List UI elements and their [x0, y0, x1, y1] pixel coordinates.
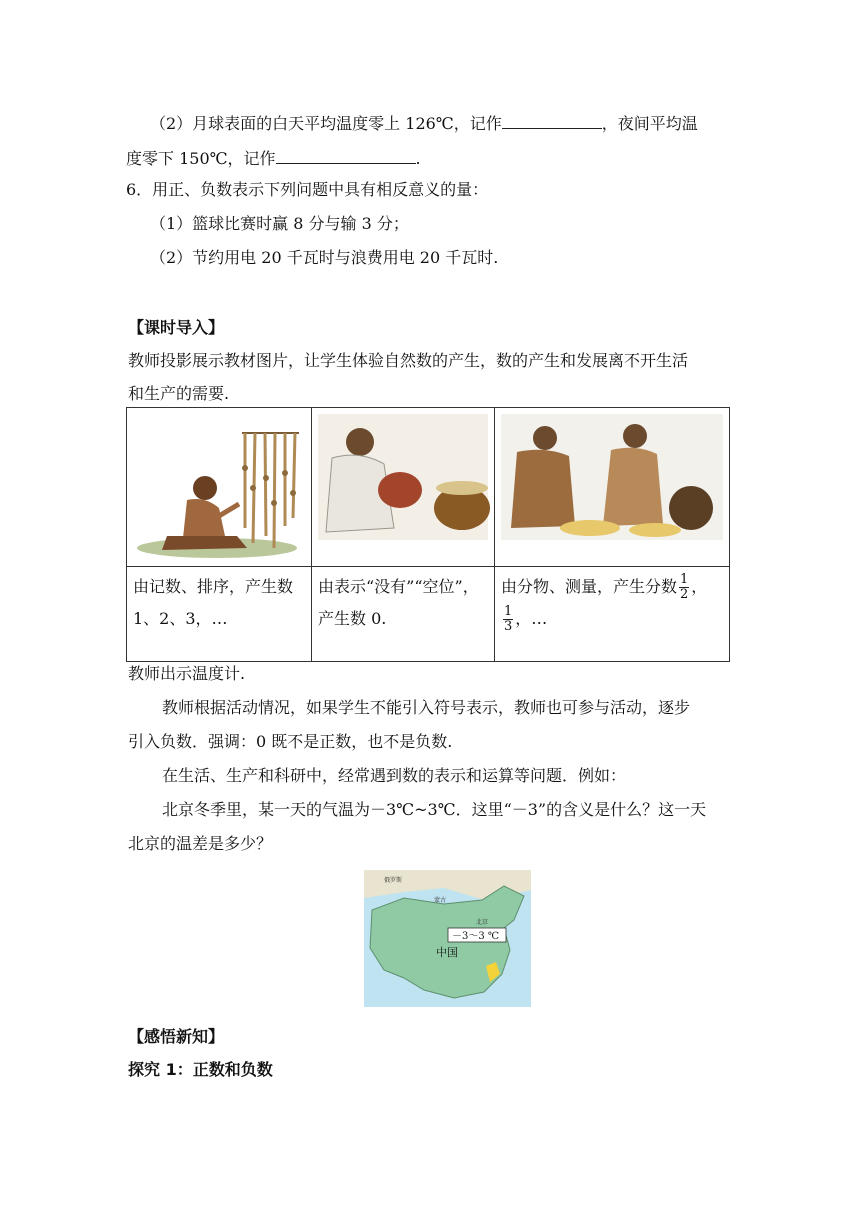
answer-blank-day — [502, 110, 602, 129]
exercise-text: 度零下 150℃，记作 — [126, 149, 276, 168]
fraction-one-half — [679, 573, 689, 602]
paragraph-2-line2: 引入负数．强调：0 既不是正数，也不是负数. — [128, 732, 453, 751]
explore-1-heading: 探究 1：正数和负数 — [128, 1060, 273, 1079]
paragraph-3: 在生活、生产和科研中，经常遇到数的表示和运算等问题．例如： — [162, 766, 627, 785]
thermometer-line: 教师出示温度计. — [128, 664, 246, 683]
image-row — [127, 408, 730, 567]
caption-cell-2 — [312, 567, 495, 662]
image-cell-2 — [312, 408, 495, 567]
intro-paragraph-line2: 和生产的需要. — [128, 384, 230, 403]
map-label-russia: 俄罗斯 — [384, 877, 403, 884]
image-cell-3 — [495, 408, 730, 567]
fraction-numerator: 1 — [504, 604, 513, 619]
map-label-mongolia: 蒙古 — [434, 897, 447, 904]
china-map-icon — [364, 870, 531, 1007]
exercise-5-2-line2 — [126, 145, 421, 171]
tally-rope-man-icon — [127, 408, 311, 566]
new-knowledge-heading: 【感悟新知】 — [128, 1027, 225, 1046]
answer-blank-night — [276, 145, 416, 164]
fraction-one-third — [503, 605, 513, 634]
empty-jar-man-icon — [312, 408, 494, 566]
caption-cell-3 — [495, 567, 730, 662]
caption-ellipsis: ，… — [515, 609, 548, 628]
exercise-text: ，夜间平均温 — [601, 114, 698, 133]
paragraph-4-line1: 北京冬季里，某一天的气温为－3℃~3℃．这里“－3”的含义是什么？这一天 — [162, 800, 707, 819]
number-origin-table — [126, 407, 730, 662]
fraction-denominator: 3 — [504, 619, 513, 634]
caption-cell-1 — [127, 567, 312, 662]
paragraph-4-line2: 北京的温差是多少？ — [128, 834, 273, 853]
caption-zero — [312, 567, 494, 661]
exercise-text: （2）月球表面的白天平均温度零上 126℃，记作 — [150, 114, 502, 133]
caption-comma: ， — [691, 577, 708, 596]
exercise-text: . — [415, 149, 421, 168]
fraction-denominator: 2 — [680, 587, 689, 602]
caption-counting: 由记数、排序，产生数 1、2、3，… — [133, 577, 294, 628]
map-temperature-label: －3～3 ℃ — [452, 931, 500, 942]
caption-zero-a: 由表示“没有”“空位”， — [318, 577, 479, 596]
dividing-grain-men-icon — [495, 408, 729, 566]
lesson-intro-heading: 【课时导入】 — [128, 318, 225, 337]
caption-fractions — [495, 567, 729, 661]
caption-fractions-a: 由分物、测量，产生分数 — [501, 577, 678, 596]
exercise-6-title: 6．用正、负数表示下列问题中具有相反意义的量： — [126, 180, 489, 199]
map-label-china: 中国 — [436, 946, 458, 959]
intro-paragraph-line1: 教师投影展示教材图片，让学生体验自然数的产生，数的产生和发展离不开生活 — [128, 351, 689, 370]
image-cell-1 — [127, 408, 312, 567]
paragraph-2-line1: 教师根据活动情况，如果学生不能引入符号表示，教师也可参与活动，逐步 — [162, 698, 691, 717]
map-label-beijing: 北京 — [476, 919, 489, 926]
fraction-numerator: 1 — [680, 572, 689, 587]
caption-zero-b: 产生数 0. — [318, 609, 387, 628]
exercise-6-item1: （1）篮球比赛时赢 8 分与输 3 分； — [150, 214, 409, 233]
exercise-5-2-line1 — [150, 110, 698, 136]
caption-row — [127, 567, 730, 662]
exercise-6-item2: （2）节约用电 20 千瓦时与浪费用电 20 千瓦时. — [150, 248, 499, 267]
